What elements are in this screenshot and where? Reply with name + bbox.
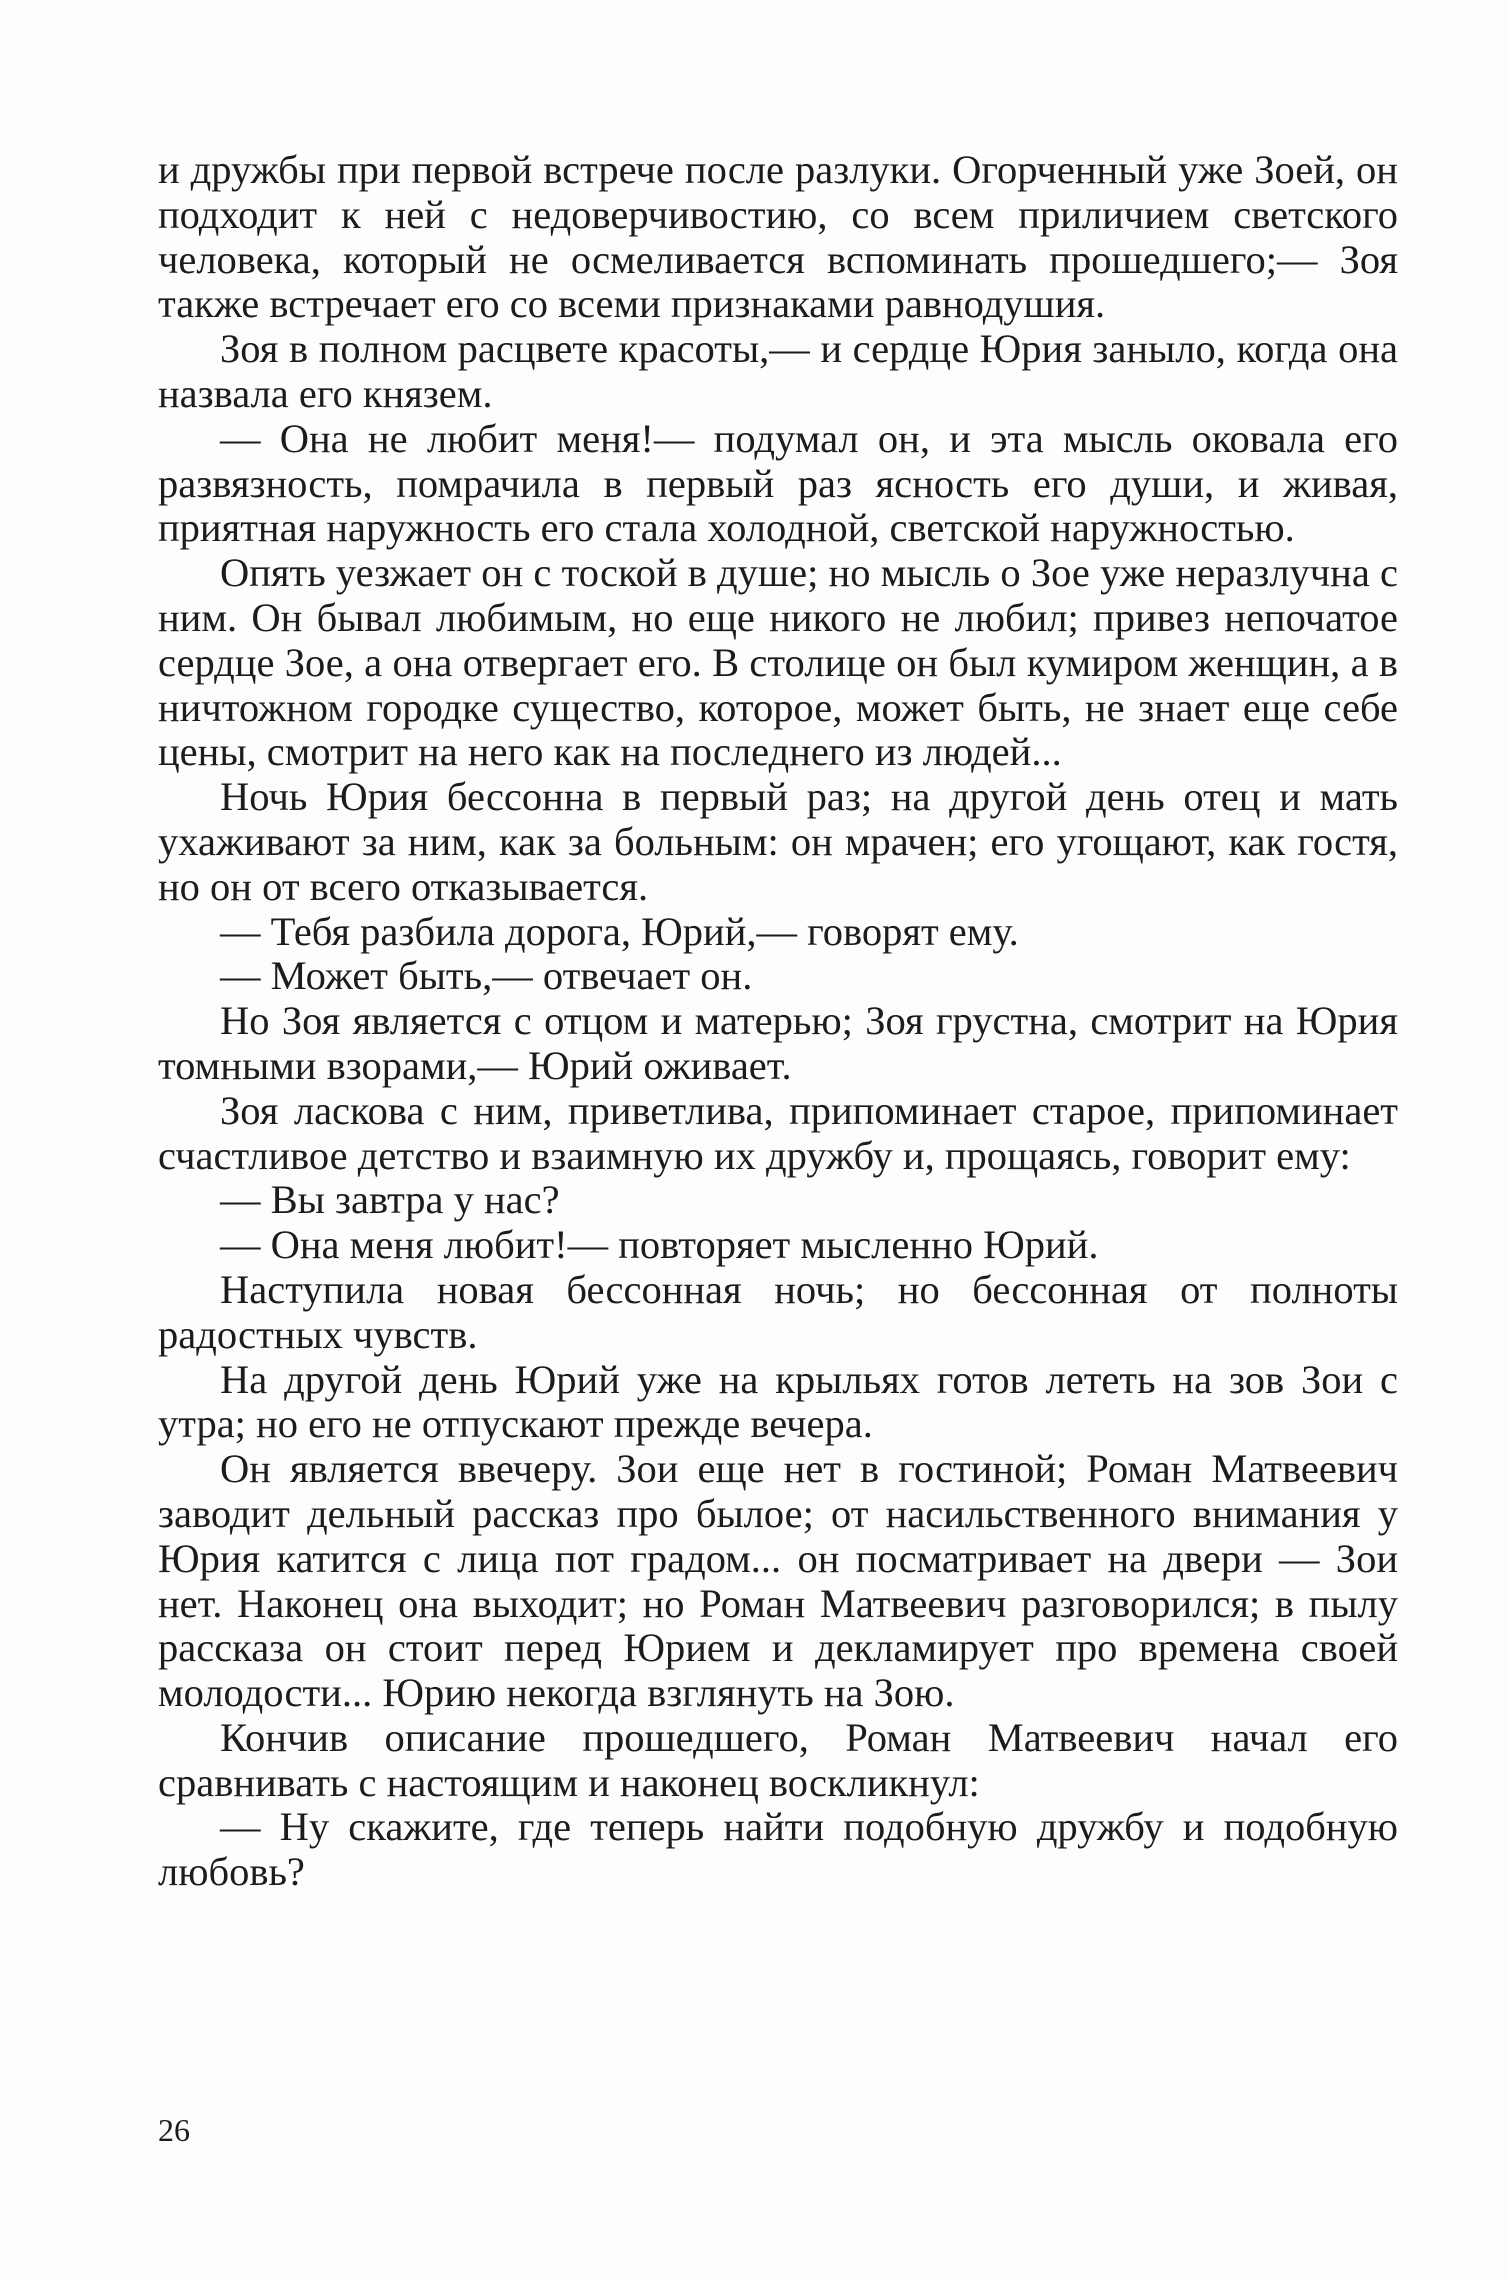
paragraph: — Вы завтра у нас? [220, 1177, 560, 1223]
paragraph: Наступила новая бессонная ночь; но бессонная от полноты радостных чувств. [158, 1266, 1398, 1357]
paragraph: Зоя в полном расцвете красоты,— и сердце Юрия заныло, когда она назвала его князем. [158, 326, 1398, 416]
paragraph: Зоя ласкова с ним, приветлива, припоминает старое, припоминает счастливое детство и взаимную их дружбу и, прощаясь, говорит ему: [158, 1087, 1398, 1178]
page-number: 26 [158, 2112, 190, 2148]
paragraph-continued: и дружбы при первой встрече после разлуки. Огорченный уже Зоей, он подходит к ней с недоверчивостию, со всем приличием светского человека, который не осмеливается вспоминать прошедшего;— Зоя также встречает его со всеми признаками равнодушия. [158, 147, 1398, 327]
body-text [158, 148, 1398, 1895]
paragraph: — Тебя разбила дорога, Юрий,— говорят ему. [220, 908, 1019, 954]
paragraph: Но Зоя является с отцом и матерью; Зоя грустна, смотрит на Юрия томными взорами,— Юрий оживает. [158, 998, 1398, 1088]
paragraph: — Ну скажите, где теперь найти подобную дружбу и подобную любовь? [158, 1804, 1398, 1895]
paragraph: Он является ввечеру. Зои еще нет в гостиной; Роман Матвеевич заводит дельный рассказ про былое; от насильственного внимания у Юрия катится с лица пот градом... он посматривает на двери — Зои нет. Наконец она выходит; но Роман Матвеевич разговорился; в пылу рассказа он стоит перед Юрием и декламирует про времена своей молодости... Юрию некогда взглянуть на Зою. [158, 1446, 1398, 1716]
paragraph: — Может быть,— отвечает он. [220, 953, 753, 999]
paragraph: — Она меня любит!— повторяет мысленно Юрий. [220, 1222, 1099, 1268]
paragraph: Кончив описание прошедшего, Роман Матвеевич начал его сравнивать с настоящим и наконец воскликнул: [158, 1714, 1398, 1805]
paragraph: — Она не любит меня!— подумал он, и эта мысль оковала его развязность, помрачила в первый раз ясность его души, и живая, приятная наружность его стала холодной, светской наружностью. [158, 415, 1398, 551]
paragraph: На другой день Юрий уже на крыльях готов лететь на зов Зои с утра; но его не отпускают прежде вечера. [158, 1356, 1398, 1447]
paragraph: Опять уезжает он с тоской в душе; но мысль о Зое уже неразлучна с ним. Он бывал любимым, но еще никого не любил; привез непочатое сердце Зое, а она отвергает его. В столице он был кумиром женщин, а в ничтожном городке существо, которое, может быть, не знает еще себе цены, смотрит на него как на последнего из людей... [158, 550, 1398, 775]
paragraph: Ночь Юрия бессонна в первый раз; на другой день отец и мать ухаживают за ним, как за больным: он мрачен; его угощают, как гостя, но он от всего отказывается. [158, 774, 1398, 909]
